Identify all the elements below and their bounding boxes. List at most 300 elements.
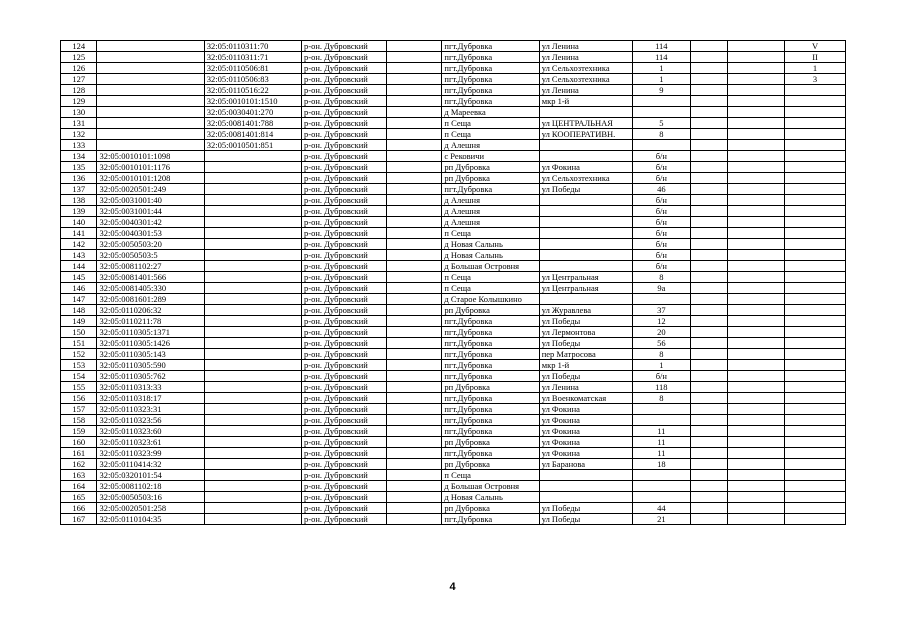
cell-num: 129 — [61, 96, 97, 107]
cell-e2 — [727, 217, 784, 228]
cell-cad-b — [204, 514, 301, 525]
table-row — [61, 52, 846, 63]
cell-settlement: пгт.Дубровка — [442, 96, 539, 107]
cell-num: 165 — [61, 492, 97, 503]
cell-e1 — [691, 162, 727, 173]
cell-cad-b — [204, 151, 301, 162]
cell-e1 — [691, 371, 727, 382]
cell-cad-a: 32:05:0110305:590 — [97, 360, 204, 371]
cell-street: ул Ленина — [539, 85, 632, 96]
cell-e2 — [727, 184, 784, 195]
cell-cad-a: 32:05:0110206:32 — [97, 305, 204, 316]
cell-extra: 1 — [785, 63, 846, 74]
cell-extra — [785, 393, 846, 404]
cell-e2 — [727, 316, 784, 327]
cell-e2 — [727, 96, 784, 107]
cell-street: ул Фокина — [539, 426, 632, 437]
cell-house: 114 — [632, 52, 691, 63]
cell-district: р-он. Дубровский — [302, 261, 387, 272]
cell-cad-a: 32:05:0010101:1176 — [97, 162, 204, 173]
cell-cad-a: 32:05:0110323:99 — [97, 448, 204, 459]
cell-house: б/н — [632, 195, 691, 206]
cell-e1 — [691, 426, 727, 437]
cell-extra — [785, 459, 846, 470]
cell-settlement: д Алешня — [442, 217, 539, 228]
cell-street: ул Победы — [539, 514, 632, 525]
cell-house — [632, 481, 691, 492]
cell-cad-b — [204, 382, 301, 393]
cell-e2 — [727, 195, 784, 206]
cell-extra — [785, 107, 846, 118]
cell-settlement: пгт.Дубровка — [442, 514, 539, 525]
cell-house — [632, 404, 691, 415]
cell-cad-b — [204, 349, 301, 360]
cell-num: 137 — [61, 184, 97, 195]
table-row — [61, 162, 846, 173]
cell-num: 138 — [61, 195, 97, 206]
cell-e2 — [727, 239, 784, 250]
cell-cad-b — [204, 459, 301, 470]
cell-district: р-он. Дубровский — [302, 426, 387, 437]
cell-e2 — [727, 74, 784, 85]
cell-house: 8 — [632, 393, 691, 404]
cell-e1 — [691, 338, 727, 349]
cell-cad-b — [204, 294, 301, 305]
cell-cad-a: 32:05:0110323:61 — [97, 437, 204, 448]
cell-blank — [387, 173, 442, 184]
cell-num: 136 — [61, 173, 97, 184]
cell-street: ул Победы — [539, 371, 632, 382]
table-row — [61, 250, 846, 261]
cell-house — [632, 470, 691, 481]
cell-district: р-он. Дубровский — [302, 173, 387, 184]
cell-cad-b — [204, 305, 301, 316]
cell-e2 — [727, 481, 784, 492]
cell-blank — [387, 514, 442, 525]
cell-cad-b — [204, 173, 301, 184]
cell-extra — [785, 85, 846, 96]
cell-house: 1 — [632, 63, 691, 74]
cell-cad-b — [204, 195, 301, 206]
cell-blank — [387, 283, 442, 294]
cell-num: 163 — [61, 470, 97, 481]
cell-e1 — [691, 63, 727, 74]
table-row — [61, 261, 846, 272]
cell-house: 20 — [632, 327, 691, 338]
cell-house — [632, 107, 691, 118]
cell-house: 11 — [632, 448, 691, 459]
cell-extra — [785, 349, 846, 360]
cell-cad-b — [204, 206, 301, 217]
cell-cad-a: 32:05:0110318:17 — [97, 393, 204, 404]
cell-e1 — [691, 272, 727, 283]
cell-cad-a: 32:05:0110211:78 — [97, 316, 204, 327]
cell-house — [632, 140, 691, 151]
cell-e2 — [727, 261, 784, 272]
cell-e2 — [727, 437, 784, 448]
cell-cad-a: 32:05:0110305:1426 — [97, 338, 204, 349]
cell-cad-a: 32:05:0020501:258 — [97, 503, 204, 514]
cell-settlement: рп Дубровка — [442, 503, 539, 514]
cell-e1 — [691, 206, 727, 217]
cell-e1 — [691, 349, 727, 360]
cell-settlement: пгт.Дубровка — [442, 415, 539, 426]
cell-extra — [785, 470, 846, 481]
cell-cad-b: 32:05:0081401:788 — [204, 118, 301, 129]
cell-extra — [785, 228, 846, 239]
cell-e1 — [691, 316, 727, 327]
cell-e1 — [691, 228, 727, 239]
cell-blank — [387, 206, 442, 217]
cell-extra — [785, 206, 846, 217]
table-row — [61, 63, 846, 74]
table-row — [61, 404, 846, 415]
cell-e1 — [691, 217, 727, 228]
cell-blank — [387, 228, 442, 239]
table-row — [61, 448, 846, 459]
cell-cad-a — [97, 118, 204, 129]
table-row — [61, 151, 846, 162]
cell-cad-a: 32:05:0031001:40 — [97, 195, 204, 206]
cell-cad-b — [204, 316, 301, 327]
table-body — [61, 41, 846, 525]
cell-e2 — [727, 470, 784, 481]
cell-e1 — [691, 492, 727, 503]
cell-num: 147 — [61, 294, 97, 305]
cell-settlement: д Новая Салынь — [442, 239, 539, 250]
cell-settlement: пгт.Дубровка — [442, 393, 539, 404]
cell-street: ул ЦЕНТРАЛЬНАЯ — [539, 118, 632, 129]
cell-district: р-он. Дубровский — [302, 96, 387, 107]
table-row — [61, 140, 846, 151]
cell-house: б/н — [632, 371, 691, 382]
cell-district: р-он. Дубровский — [302, 393, 387, 404]
table-row — [61, 294, 846, 305]
cell-e2 — [727, 338, 784, 349]
cell-cad-b: 32:05:0110311:71 — [204, 52, 301, 63]
cell-e1 — [691, 327, 727, 338]
cell-settlement: рп Дубровка — [442, 305, 539, 316]
cell-settlement: пгт.Дубровка — [442, 184, 539, 195]
table-row — [61, 96, 846, 107]
cell-num: 127 — [61, 74, 97, 85]
cell-settlement: д Большая Островня — [442, 261, 539, 272]
table-row — [61, 283, 846, 294]
cell-num: 152 — [61, 349, 97, 360]
cell-district: р-он. Дубровский — [302, 140, 387, 151]
cell-blank — [387, 195, 442, 206]
cell-num: 154 — [61, 371, 97, 382]
cell-settlement: пгт.Дубровка — [442, 63, 539, 74]
cell-street: ул Сельхозтехника — [539, 173, 632, 184]
cell-district: р-он. Дубровский — [302, 217, 387, 228]
cell-blank — [387, 437, 442, 448]
cell-settlement: пгт.Дубровка — [442, 316, 539, 327]
cell-blank — [387, 382, 442, 393]
cell-num: 157 — [61, 404, 97, 415]
cell-num: 132 — [61, 129, 97, 140]
cell-cad-b: 32:05:0110506:83 — [204, 74, 301, 85]
cell-extra — [785, 371, 846, 382]
table-row — [61, 503, 846, 514]
cell-e2 — [727, 140, 784, 151]
cell-settlement: пгт.Дубровка — [442, 360, 539, 371]
cell-extra — [785, 294, 846, 305]
cell-settlement: пгт.Дубровка — [442, 371, 539, 382]
cell-blank — [387, 371, 442, 382]
cell-extra — [785, 184, 846, 195]
cell-e1 — [691, 305, 727, 316]
cell-cad-a — [97, 41, 204, 52]
cell-e2 — [727, 151, 784, 162]
cell-e1 — [691, 52, 727, 63]
cell-house — [632, 96, 691, 107]
cell-district: р-он. Дубровский — [302, 371, 387, 382]
cell-house: 9а — [632, 283, 691, 294]
cell-e1 — [691, 415, 727, 426]
cell-extra — [785, 481, 846, 492]
cell-district: р-он. Дубровский — [302, 239, 387, 250]
cell-settlement: пгт.Дубровка — [442, 85, 539, 96]
cell-district: р-он. Дубровский — [302, 360, 387, 371]
cell-street: ул Победы — [539, 503, 632, 514]
cell-num: 161 — [61, 448, 97, 459]
table-row — [61, 360, 846, 371]
cell-cad-b — [204, 503, 301, 514]
cell-blank — [387, 327, 442, 338]
cell-extra — [785, 96, 846, 107]
cell-e2 — [727, 52, 784, 63]
cell-house: 11 — [632, 426, 691, 437]
table-row — [61, 217, 846, 228]
cell-district: р-он. Дубровский — [302, 481, 387, 492]
cell-num: 135 — [61, 162, 97, 173]
cell-cad-a: 32:05:0031001:44 — [97, 206, 204, 217]
cell-blank — [387, 118, 442, 129]
cell-blank — [387, 217, 442, 228]
cell-e2 — [727, 349, 784, 360]
cell-cad-b — [204, 470, 301, 481]
cell-e2 — [727, 283, 784, 294]
cell-settlement: пгт.Дубровка — [442, 404, 539, 415]
cell-extra — [785, 514, 846, 525]
cell-district: р-он. Дубровский — [302, 272, 387, 283]
table-row — [61, 371, 846, 382]
cell-e2 — [727, 162, 784, 173]
cell-e1 — [691, 239, 727, 250]
cell-district: р-он. Дубровский — [302, 514, 387, 525]
cell-e1 — [691, 41, 727, 52]
cell-cad-b — [204, 239, 301, 250]
cell-cad-a — [97, 52, 204, 63]
cell-house: 44 — [632, 503, 691, 514]
cell-street: ул Ленина — [539, 41, 632, 52]
cell-e1 — [691, 107, 727, 118]
cell-blank — [387, 184, 442, 195]
cell-street: ул Фокина — [539, 415, 632, 426]
cell-num: 153 — [61, 360, 97, 371]
cell-settlement: д Алешня — [442, 195, 539, 206]
cell-extra — [785, 118, 846, 129]
cell-extra — [785, 272, 846, 283]
cell-blank — [387, 74, 442, 85]
cell-district: р-он. Дубровский — [302, 437, 387, 448]
table-row — [61, 305, 846, 316]
cell-num: 155 — [61, 382, 97, 393]
cell-e2 — [727, 85, 784, 96]
cell-blank — [387, 338, 442, 349]
cell-extra — [785, 338, 846, 349]
cell-district: р-он. Дубровский — [302, 63, 387, 74]
cell-street — [539, 217, 632, 228]
cell-blank — [387, 316, 442, 327]
cell-cad-a: 32:05:0081601:289 — [97, 294, 204, 305]
cell-house: 46 — [632, 184, 691, 195]
cell-e2 — [727, 404, 784, 415]
cell-e1 — [691, 437, 727, 448]
cell-district: р-он. Дубровский — [302, 294, 387, 305]
cell-street: ул Фокина — [539, 437, 632, 448]
cell-num: 148 — [61, 305, 97, 316]
cell-district: р-он. Дубровский — [302, 151, 387, 162]
cell-street: ул КООПЕРАТИВН. — [539, 129, 632, 140]
cell-e1 — [691, 393, 727, 404]
cell-settlement: п Сеща — [442, 118, 539, 129]
cell-street — [539, 228, 632, 239]
cell-street — [539, 140, 632, 151]
cell-settlement: пгт.Дубровка — [442, 327, 539, 338]
cell-num: 142 — [61, 239, 97, 250]
cell-cad-b — [204, 162, 301, 173]
cell-street — [539, 261, 632, 272]
cell-cad-a: 32:05:0040301:53 — [97, 228, 204, 239]
cell-house: 8 — [632, 129, 691, 140]
cell-district: р-он. Дубровский — [302, 316, 387, 327]
cell-blank — [387, 415, 442, 426]
cell-extra: V — [785, 41, 846, 52]
cell-house: 9 — [632, 85, 691, 96]
cell-district: р-он. Дубровский — [302, 41, 387, 52]
cell-num: 126 — [61, 63, 97, 74]
table-row — [61, 338, 846, 349]
cell-settlement: д Мареевка — [442, 107, 539, 118]
cell-blank — [387, 459, 442, 470]
cell-e1 — [691, 360, 727, 371]
cell-cad-b — [204, 250, 301, 261]
cell-settlement: п Сеща — [442, 283, 539, 294]
table-row — [61, 316, 846, 327]
cell-street — [539, 151, 632, 162]
cell-blank — [387, 349, 442, 360]
cell-cad-b: 32:05:0110311:70 — [204, 41, 301, 52]
cell-cad-a: 32:05:0050503:20 — [97, 239, 204, 250]
cell-house: 1 — [632, 74, 691, 85]
cell-cad-a — [97, 74, 204, 85]
cell-house: б/н — [632, 162, 691, 173]
table-row — [61, 393, 846, 404]
cell-street: ул Центральная — [539, 272, 632, 283]
cell-blank — [387, 140, 442, 151]
cell-district: р-он. Дубровский — [302, 195, 387, 206]
cell-cad-a — [97, 129, 204, 140]
cell-settlement: пгт.Дубровка — [442, 41, 539, 52]
cell-e1 — [691, 140, 727, 151]
cell-extra — [785, 316, 846, 327]
cell-blank — [387, 63, 442, 74]
cell-district: р-он. Дубровский — [302, 448, 387, 459]
cell-e2 — [727, 393, 784, 404]
cell-extra — [785, 261, 846, 272]
cell-cad-a: 32:05:0110305:1371 — [97, 327, 204, 338]
cell-district: р-он. Дубровский — [302, 492, 387, 503]
table-row — [61, 195, 846, 206]
cell-house: 5 — [632, 118, 691, 129]
cell-settlement: рп Дубровка — [442, 437, 539, 448]
cell-street — [539, 250, 632, 261]
cell-house: б/н — [632, 250, 691, 261]
cell-blank — [387, 52, 442, 63]
cell-house — [632, 492, 691, 503]
cell-cad-a: 32:05:0010101:1098 — [97, 151, 204, 162]
cell-e2 — [727, 492, 784, 503]
cell-num: 141 — [61, 228, 97, 239]
cell-num: 124 — [61, 41, 97, 52]
table-row — [61, 107, 846, 118]
cell-e2 — [727, 305, 784, 316]
cell-district: р-он. Дубровский — [302, 459, 387, 470]
cell-street: ул Ленина — [539, 52, 632, 63]
cell-settlement: пгт.Дубровка — [442, 426, 539, 437]
cell-settlement: д Старое Колышкино — [442, 294, 539, 305]
cell-settlement: п Сеща — [442, 470, 539, 481]
cell-e1 — [691, 283, 727, 294]
cell-e1 — [691, 129, 727, 140]
cell-extra — [785, 437, 846, 448]
table-row — [61, 228, 846, 239]
table-row — [61, 481, 846, 492]
cell-extra — [785, 239, 846, 250]
cell-district: р-он. Дубровский — [302, 184, 387, 195]
cell-settlement: п Сеща — [442, 272, 539, 283]
cell-e1 — [691, 195, 727, 206]
cell-cad-a: 32:05:0050503:16 — [97, 492, 204, 503]
table-row — [61, 492, 846, 503]
cell-extra — [785, 173, 846, 184]
cell-extra: II — [785, 52, 846, 63]
table-row — [61, 41, 846, 52]
cell-house: б/н — [632, 206, 691, 217]
cell-num: 164 — [61, 481, 97, 492]
page-number: 4 — [449, 581, 456, 593]
table-row — [61, 85, 846, 96]
table-row — [61, 426, 846, 437]
cell-house: 21 — [632, 514, 691, 525]
cell-cad-a: 32:05:0040301:42 — [97, 217, 204, 228]
cell-district: р-он. Дубровский — [302, 404, 387, 415]
table-row — [61, 382, 846, 393]
cell-cad-b — [204, 184, 301, 195]
cell-extra: 3 — [785, 74, 846, 85]
cell-num: 151 — [61, 338, 97, 349]
cell-cad-b — [204, 338, 301, 349]
cell-e2 — [727, 371, 784, 382]
cell-e2 — [727, 129, 784, 140]
cell-num: 130 — [61, 107, 97, 118]
cell-num: 139 — [61, 206, 97, 217]
cell-street: ул Фокина — [539, 162, 632, 173]
cell-e1 — [691, 261, 727, 272]
cell-e1 — [691, 173, 727, 184]
